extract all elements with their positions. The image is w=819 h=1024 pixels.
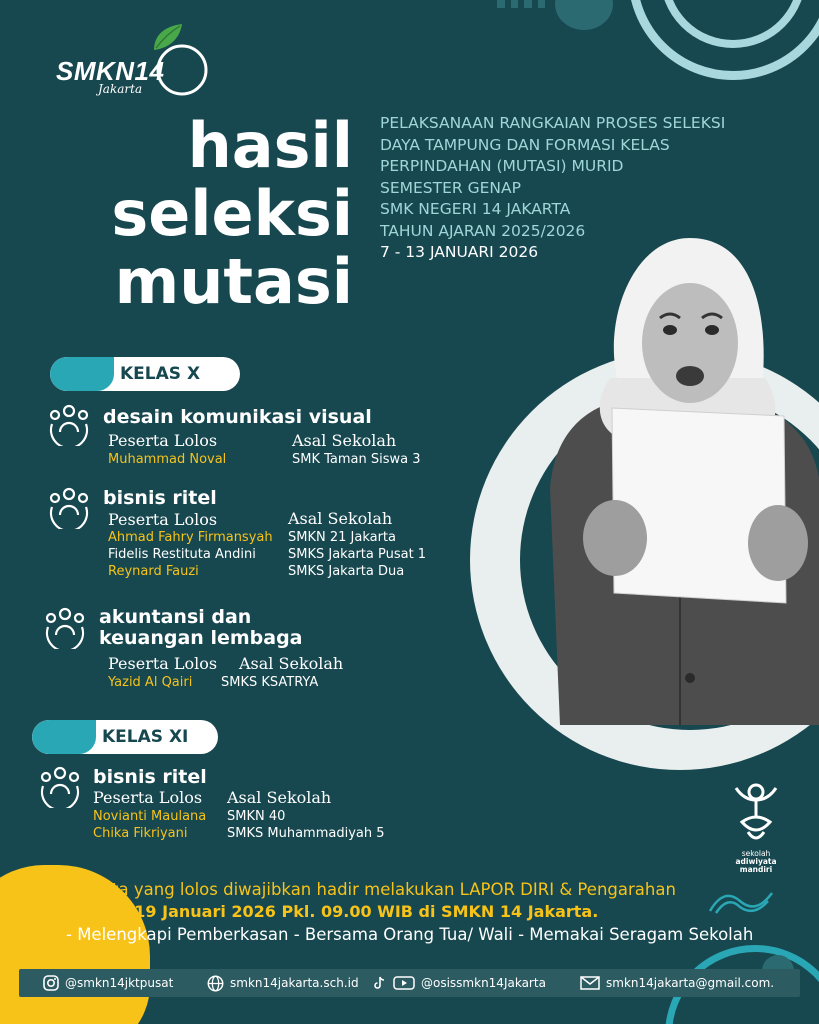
major-name-line: akuntansi dan bbox=[99, 606, 252, 628]
notice-schedule: Senin, 19 Januari 2026 Pkl. 09.00 WIB di SMKN 14 Jakarta. bbox=[72, 902, 599, 921]
title-line-1: hasil bbox=[187, 109, 353, 182]
column-header-sekolah: Asal Sekolah bbox=[288, 509, 393, 528]
top-bars-decoration bbox=[497, 0, 545, 8]
mail-icon bbox=[580, 976, 600, 990]
top-circle-decoration bbox=[555, 0, 613, 30]
kelas-x-label: KELAS X bbox=[120, 364, 201, 384]
major-name bbox=[99, 607, 303, 649]
footer-bar bbox=[19, 969, 800, 997]
student-name: Muhammad Noval bbox=[108, 452, 227, 467]
column-header-sekolah: Asal Sekolah bbox=[239, 654, 344, 673]
title-line-2: seleksi bbox=[111, 177, 353, 250]
student-name: Novianti Maulana bbox=[93, 809, 207, 824]
info-line: SMK NEGERI 14 JAKARTA bbox=[380, 200, 571, 218]
adiwiyata-emblem-icon bbox=[728, 778, 784, 848]
column-header-sekolah: Asal Sekolah bbox=[292, 431, 397, 450]
student-school: SMKS Jakarta Pusat 1 bbox=[288, 547, 427, 562]
kelas-xi-label: KELAS XI bbox=[102, 727, 189, 747]
logo-text: SMKN14 bbox=[56, 56, 165, 86]
instagram-handle: @smkn14jktpusat bbox=[65, 976, 174, 990]
team-gear-icon bbox=[46, 485, 92, 529]
youtube-icon bbox=[393, 975, 415, 991]
student-name: Ahmad Fahry Firmansyah bbox=[108, 530, 273, 545]
student-name: Fidelis Restituta Andini bbox=[108, 547, 256, 562]
page-title bbox=[111, 109, 353, 318]
footer-tiktok-youtube[interactable] bbox=[371, 969, 546, 997]
adiwiyata-logo bbox=[728, 778, 784, 882]
info-date: 7 - 13 JANUARI 2026 bbox=[380, 243, 539, 261]
school-logo bbox=[54, 22, 214, 102]
wave-decoration bbox=[706, 883, 776, 917]
column-header-peserta: Peserta Lolos bbox=[108, 431, 218, 450]
major-name: bisnis ritel bbox=[93, 766, 207, 788]
email-address: smkn14jakarta@gmail.com. bbox=[606, 976, 775, 990]
instagram-icon bbox=[43, 975, 59, 991]
student-school: SMKS Jakarta Dua bbox=[288, 564, 405, 579]
social-handle: @osissmkn14Jakarta bbox=[421, 976, 546, 990]
major-name-line: keuangan lembaga bbox=[99, 627, 303, 649]
student-name: Reynard Fauzi bbox=[108, 564, 199, 579]
footer-instagram[interactable] bbox=[43, 969, 173, 997]
notice-requirements: - Melengkapi Pemberkasan - Bersama Orang Tua/ Wali - Memakai Seragam Sekolah bbox=[66, 925, 754, 944]
column-header-peserta: Peserta Lolos bbox=[93, 788, 203, 807]
team-gear-icon bbox=[37, 764, 83, 808]
notice-text: Peserta yang lolos diwajibkan hadir melakukan LAPOR DIRI & Pengarahan bbox=[67, 880, 676, 899]
student-school: SMKN 40 bbox=[227, 809, 286, 824]
student-school: SMKN 21 Jakarta bbox=[288, 530, 396, 545]
column-header-peserta: Peserta Lolos bbox=[108, 654, 218, 673]
info-line: TAHUN AJARAN 2025/2026 bbox=[380, 221, 586, 240]
kelas-xi-badge bbox=[32, 720, 218, 754]
student-name: Chika Fikriyani bbox=[93, 826, 188, 841]
info-line: DAYA TAMPUNG DAN FORMASI KELAS bbox=[380, 135, 670, 154]
website-url: smkn14jakarta.sch.id bbox=[230, 976, 359, 990]
team-gear-icon bbox=[46, 402, 92, 446]
student-school: SMKS KSATRYA bbox=[221, 675, 319, 690]
info-line: PELAKSANAAN RANGKAIAN PROSES SELEKSI bbox=[380, 114, 726, 132]
kelas-x-badge bbox=[50, 357, 240, 391]
student-reading-photo bbox=[540, 238, 819, 725]
info-line: SEMESTER GENAP bbox=[380, 178, 521, 197]
footer-email[interactable] bbox=[580, 969, 774, 997]
major-name: desain komunikasi visual bbox=[103, 406, 372, 428]
column-header-sekolah: Asal Sekolah bbox=[227, 788, 332, 807]
adiwiyata-text: mandiri bbox=[739, 865, 773, 874]
student-name: Yazid Al Qairi bbox=[108, 675, 193, 690]
title-line-3: mutasi bbox=[114, 245, 353, 318]
student-school: SMK Taman Siswa 3 bbox=[292, 452, 421, 467]
adiwiyata-text: adiwiyata bbox=[735, 857, 777, 866]
tiktok-icon bbox=[371, 975, 387, 991]
adiwiyata-text: sekolah bbox=[741, 849, 771, 858]
major-name: bisnis ritel bbox=[103, 487, 217, 509]
column-header-peserta: Peserta Lolos bbox=[108, 510, 218, 529]
globe-icon bbox=[207, 975, 224, 992]
student-school: SMKS Muhammadiyah 5 bbox=[227, 826, 385, 841]
info-line: PERPINDAHAN (MUTASI) MURID bbox=[380, 157, 624, 175]
team-gear-icon bbox=[42, 605, 88, 649]
logo-subtext: Jakarta bbox=[98, 82, 143, 96]
footer-website[interactable] bbox=[207, 969, 359, 997]
